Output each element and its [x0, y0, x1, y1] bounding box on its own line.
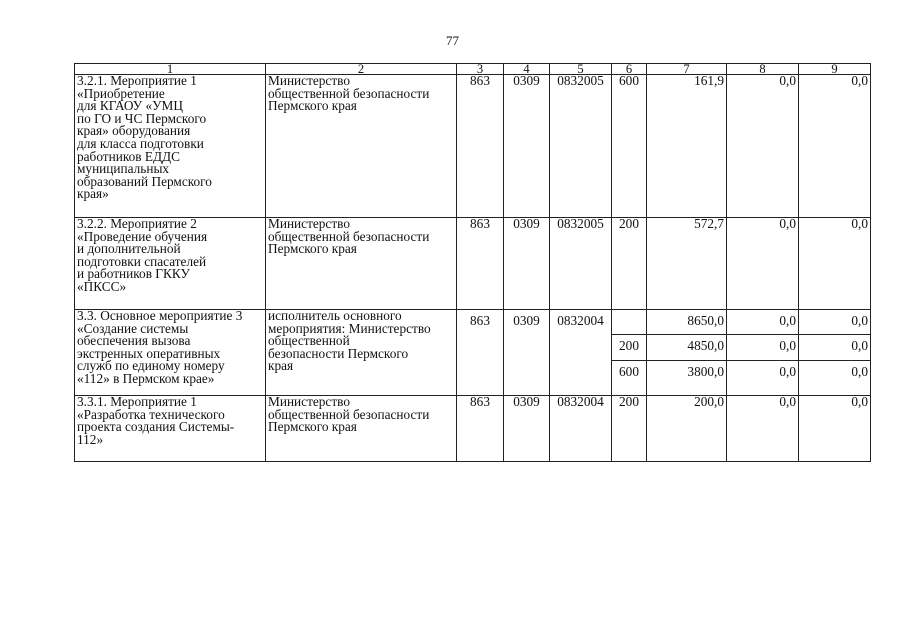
cell-c4: 0309 [504, 396, 550, 462]
executor-cell: Министерство общественной безопасности Пермского края [266, 75, 457, 218]
cell-c7: 572,7 [647, 218, 727, 310]
cell-c7: 4850,0 [647, 335, 727, 361]
cell-c9: 0,0 [799, 396, 871, 462]
cell-c6: 200 [612, 335, 647, 361]
column-header: 9 [799, 64, 871, 75]
table-row [75, 75, 871, 218]
cell-c7: 8650,0 [647, 310, 727, 335]
measure-name-cell: 3.2.1. Мероприятие 1 «Приобретение для КГАОУ «УМЦ по ГО и ЧС Пермского края» оборудования для класса подготовки работников ЕДДС муниципальных образований Пермского края» [75, 75, 266, 218]
column-header: 5 [550, 64, 612, 75]
cell-c5: 0832005 [550, 218, 612, 310]
cell-c5: 0832005 [550, 75, 612, 218]
cell-c9: 0,0 [799, 361, 871, 396]
cell-c4: 0309 [504, 310, 550, 396]
table-row [75, 218, 871, 310]
cell-c9: 0,0 [799, 218, 871, 310]
measure-name-cell: 3.3.1. Мероприятие 1 «Разработка технического проекта создания Системы- 112» [75, 396, 266, 462]
executor-cell: Министерство общественной безопасности Пермского края [266, 396, 457, 462]
cell-c3: 863 [457, 396, 504, 462]
cell-c8: 0,0 [727, 396, 799, 462]
measure-name-cell: 3.3. Основное мероприятие 3 «Создание системы обеспечения вызова экстренных оперативных служб по единому номеру «112» в Пермском крае» [75, 310, 266, 396]
budget-table [74, 63, 871, 462]
cell-c6: 200 [612, 218, 647, 310]
cell-c8: 0,0 [727, 218, 799, 310]
cell-c6: 600 [612, 75, 647, 218]
cell-c3: 863 [457, 310, 504, 396]
cell-c3: 863 [457, 218, 504, 310]
executor-cell: исполнитель основного мероприятия: Министерство общественной безопасности Пермского края [266, 310, 457, 396]
executor-cell: Министерство общественной безопасности Пермского края [266, 218, 457, 310]
column-header: 3 [457, 64, 504, 75]
column-header: 7 [647, 64, 727, 75]
cell-c9: 0,0 [799, 335, 871, 361]
column-header: 1 [75, 64, 266, 75]
cell-c9: 0,0 [799, 75, 871, 218]
cell-c7: 200,0 [647, 396, 727, 462]
cell-c9: 0,0 [799, 310, 871, 335]
column-header: 8 [727, 64, 799, 75]
cell-c3: 863 [457, 75, 504, 218]
column-header: 2 [266, 64, 457, 75]
table-row [75, 310, 871, 335]
measure-name-cell: 3.2.2. Мероприятие 2 «Проведение обучения и дополнительной подготовки спасателей и работников ГККУ «ПКСС» [75, 218, 266, 310]
cell-c5: 0832004 [550, 310, 612, 396]
cell-c4: 0309 [504, 218, 550, 310]
column-header: 6 [612, 64, 647, 75]
cell-c6 [612, 310, 647, 335]
cell-c5: 0832004 [550, 396, 612, 462]
page-number: 77 [446, 33, 459, 48]
cell-c8: 0,0 [727, 335, 799, 361]
cell-c8: 0,0 [727, 361, 799, 396]
cell-c6: 200 [612, 396, 647, 462]
cell-c7: 161,9 [647, 75, 727, 218]
cell-c8: 0,0 [727, 310, 799, 335]
cell-c8: 0,0 [727, 75, 799, 218]
column-header: 4 [504, 64, 550, 75]
cell-c4: 0309 [504, 75, 550, 218]
table-row [75, 396, 871, 462]
cell-c7: 3800,0 [647, 361, 727, 396]
cell-c6: 600 [612, 361, 647, 396]
